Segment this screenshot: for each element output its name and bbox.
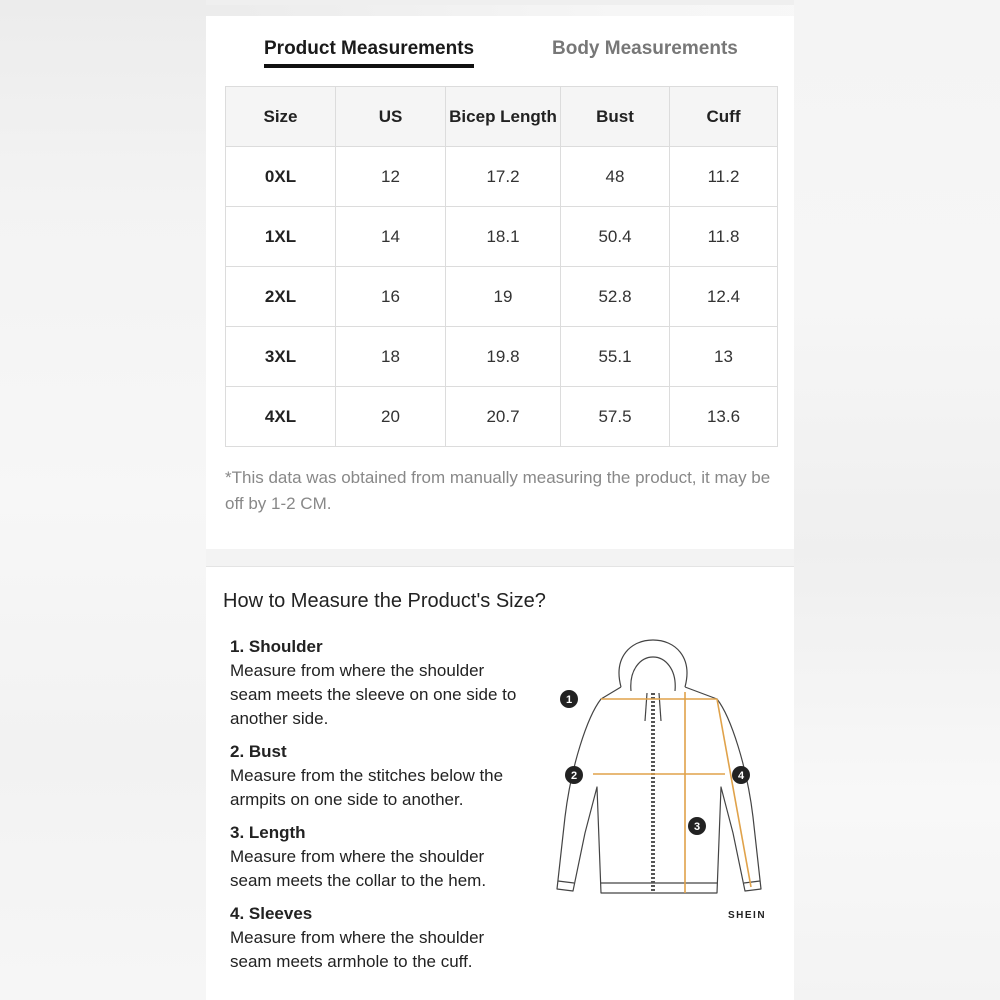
cell-bust: 52.8 (561, 267, 670, 327)
cell-bust: 55.1 (561, 327, 670, 387)
cell-us: 18 (336, 327, 446, 387)
cell-bust: 48 (561, 147, 670, 207)
brand-logo: SHEIN (728, 910, 767, 921)
header-cuff: Cuff (670, 87, 778, 147)
cell-size: 1XL (226, 207, 336, 267)
measurements-panel (206, 16, 794, 549)
step-description: Measure from where the shoulder seam meets the collar to the hem. (230, 847, 487, 890)
cell-us: 20 (336, 387, 446, 447)
cell-bicep-length: 18.1 (446, 207, 561, 267)
how-to-title: How to Measure the Product's Size? (223, 590, 546, 612)
step-heading: 2. Bust (230, 742, 287, 761)
cell-bicep-length: 19.8 (446, 327, 561, 387)
table-row (226, 147, 778, 207)
table-row (226, 387, 778, 447)
marker-2-label: 2 (570, 770, 578, 782)
hood-outline (619, 640, 687, 687)
cell-size: 3XL (226, 327, 336, 387)
cell-bust: 50.4 (561, 207, 670, 267)
cell-size: 2XL (226, 267, 336, 327)
step-bust (230, 740, 530, 812)
step-description: Measure from where the shoulder seam meets the sleeve on one side to another side. (230, 661, 517, 728)
cell-cuff: 13 (670, 327, 778, 387)
step-shoulder (230, 635, 530, 731)
marker-1-label: 1 (565, 694, 573, 706)
hoodie-diagram-icon (551, 637, 781, 937)
size-table (225, 86, 778, 447)
table-row (226, 327, 778, 387)
cell-cuff: 12.4 (670, 267, 778, 327)
drawstring-left (645, 693, 647, 721)
cell-bicep-length: 20.7 (446, 387, 561, 447)
hood-inner (631, 657, 675, 691)
header-size: Size (226, 87, 336, 147)
cell-cuff: 11.2 (670, 147, 778, 207)
cell-size: 0XL (226, 147, 336, 207)
step-heading: 3. Length (230, 823, 306, 842)
step-description: Measure from where the shoulder seam meets armhole to the cuff. (230, 928, 485, 971)
cell-cuff: 13.6 (670, 387, 778, 447)
drawstring-right (659, 693, 661, 721)
header-bust: Bust (561, 87, 670, 147)
cell-us: 12 (336, 147, 446, 207)
top-divider (206, 0, 794, 5)
right-cuff (744, 881, 760, 883)
table-header-row (226, 87, 778, 147)
step-sleeves (230, 902, 530, 974)
step-heading: 4. Sleeves (230, 904, 313, 923)
tab-body-measurements[interactable]: Body Measurements (552, 38, 738, 59)
table-row (226, 267, 778, 327)
how-to-measure-panel (206, 566, 794, 1000)
measure-steps (230, 635, 530, 983)
tab-product-measurements[interactable]: Product Measurements (264, 38, 474, 68)
header-bicep-length: Bicep Length (446, 87, 561, 147)
cell-us: 16 (336, 267, 446, 327)
section-divider (206, 549, 794, 566)
marker-4-label: 4 (737, 770, 745, 782)
background-right (794, 0, 1000, 1000)
hoodie-body (557, 687, 761, 893)
step-length (230, 821, 530, 893)
left-cuff (558, 881, 574, 883)
cell-bust: 57.5 (561, 387, 670, 447)
measurement-tabs (206, 38, 794, 88)
cell-bicep-length: 19 (446, 267, 561, 327)
cell-size: 4XL (226, 387, 336, 447)
step-heading: 1. Shoulder (230, 637, 323, 656)
cell-bicep-length: 17.2 (446, 147, 561, 207)
marker-3-label: 3 (693, 821, 701, 833)
header-us: US (336, 87, 446, 147)
cell-us: 14 (336, 207, 446, 267)
step-description: Measure from the stitches below the armpits on one side to another. (230, 766, 504, 809)
cell-cuff: 11.8 (670, 207, 778, 267)
table-row (226, 207, 778, 267)
background-left (0, 0, 206, 1000)
measurement-disclaimer: *This data was obtained from manually measuring the product, it may be off by 1-2 CM. (225, 468, 771, 513)
